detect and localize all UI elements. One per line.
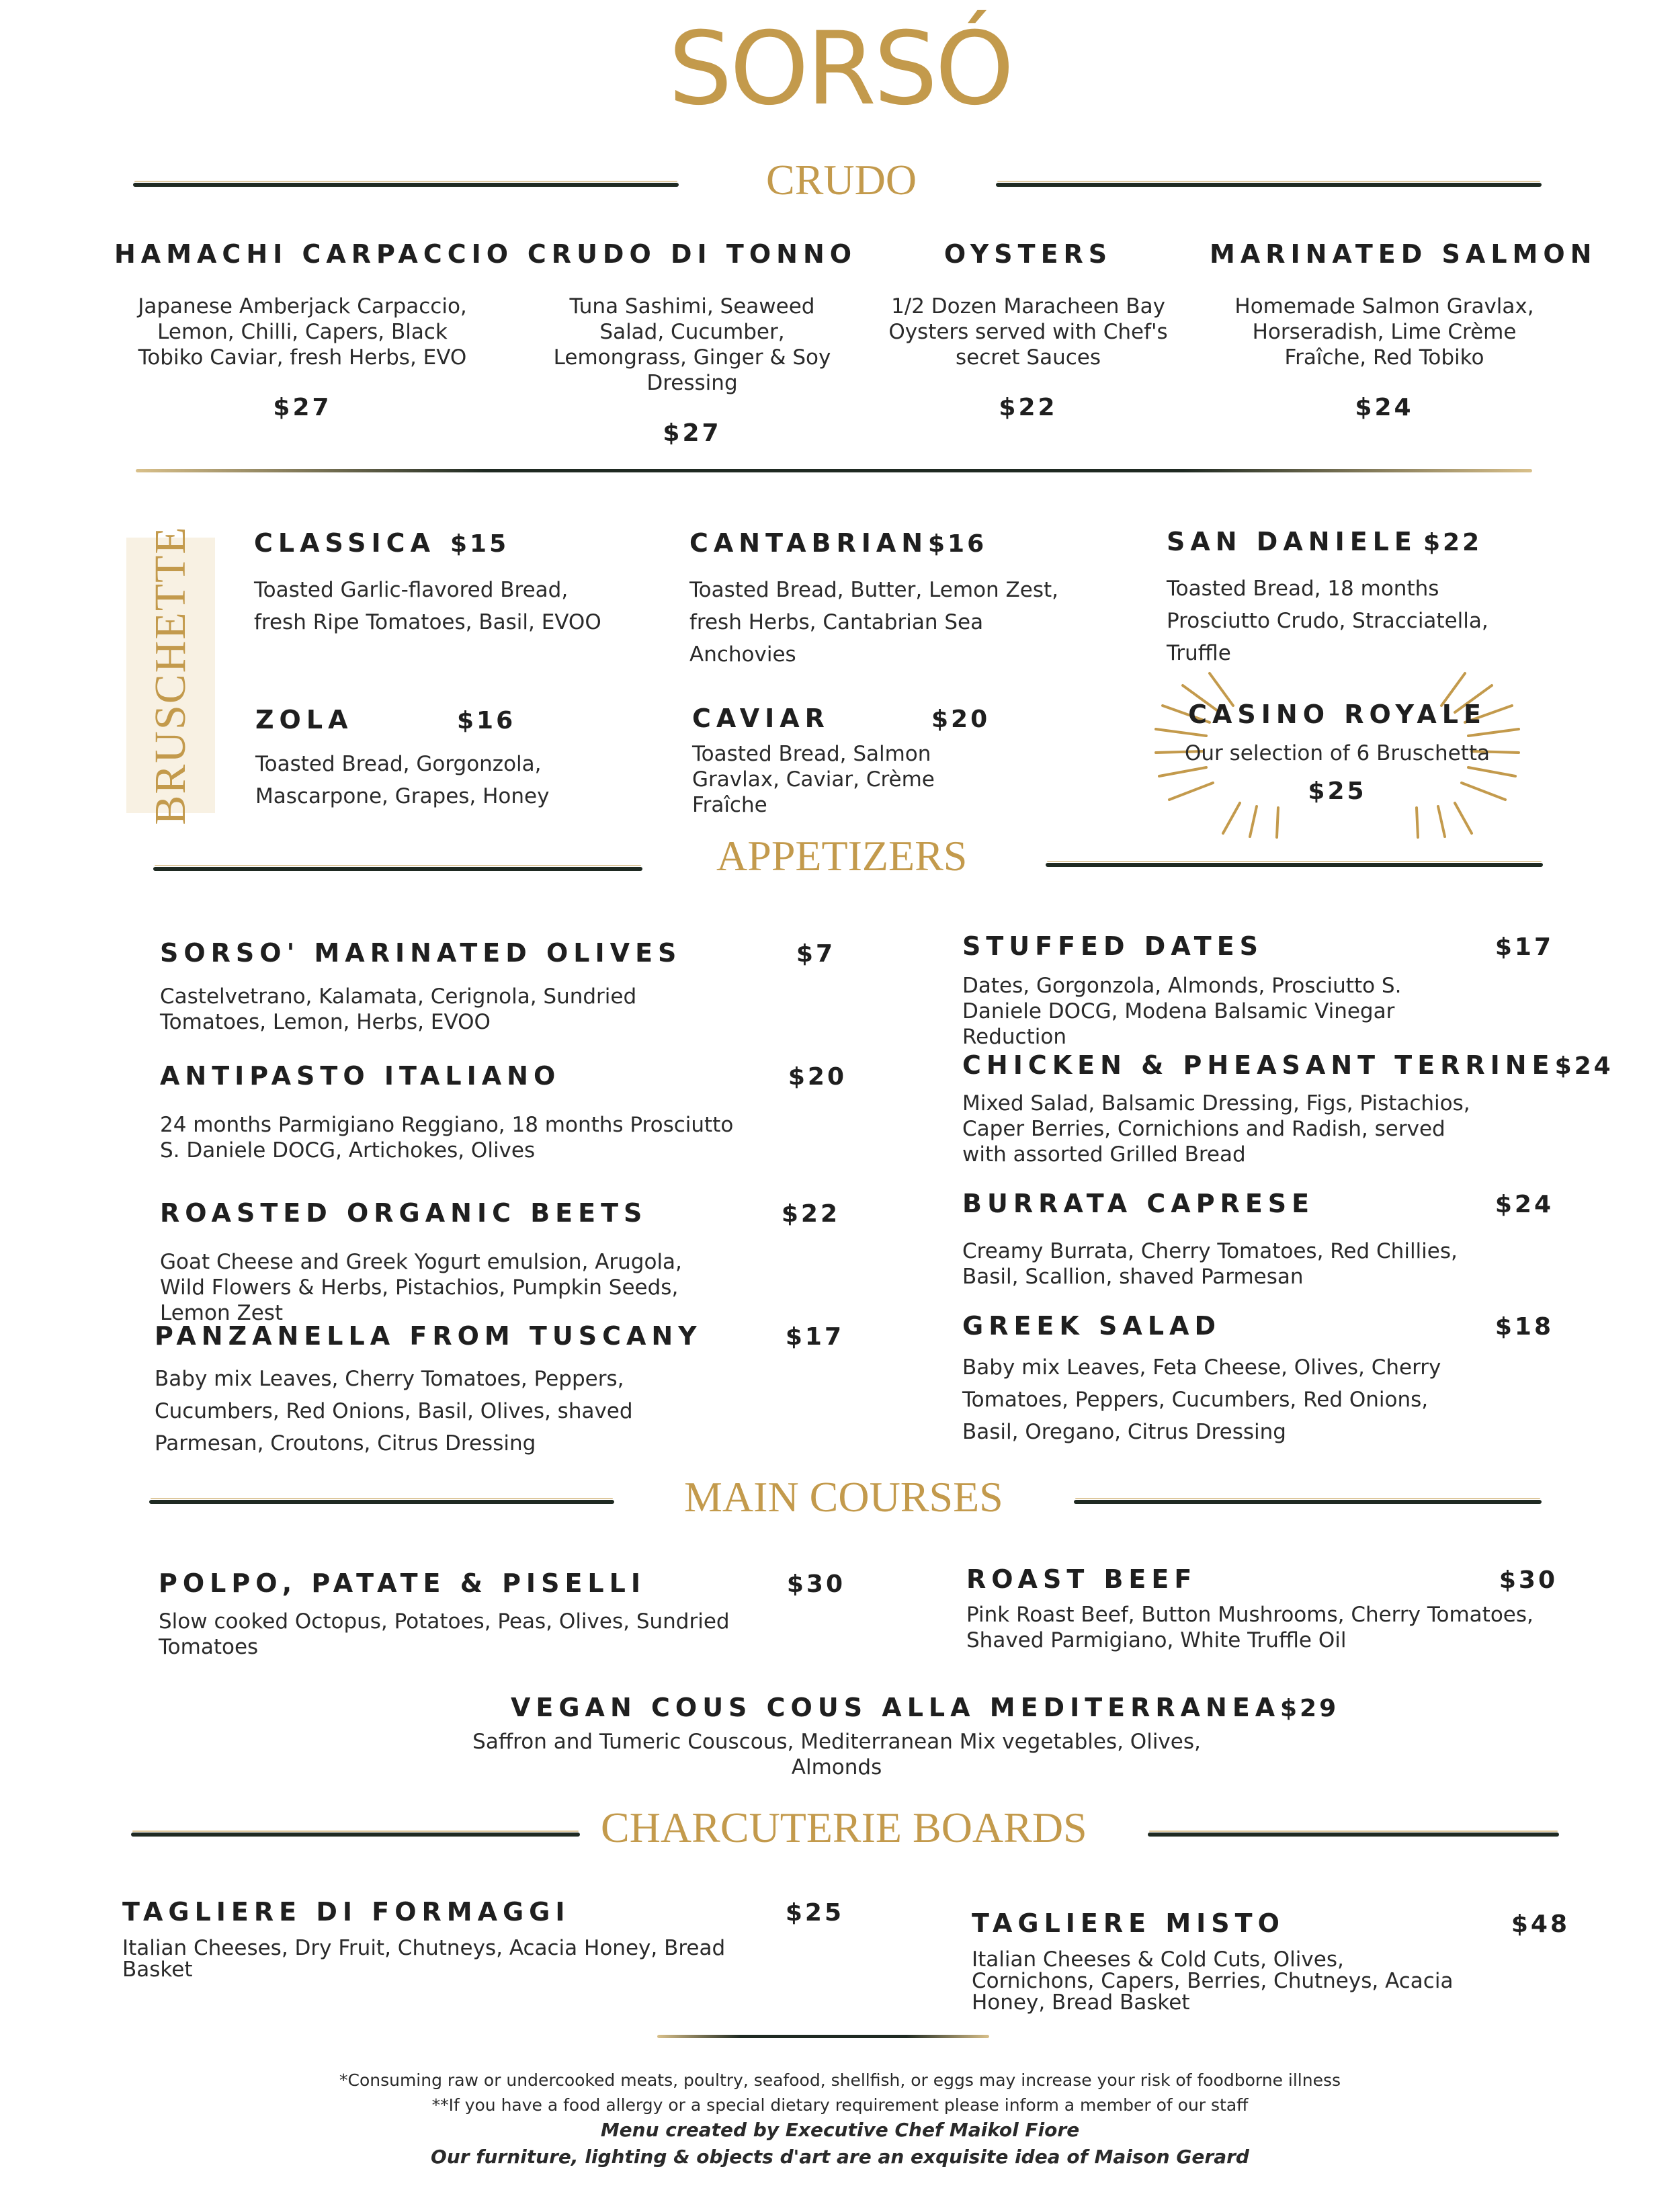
item-price: $24: [1554, 1052, 1613, 1080]
logo: SORSÓ: [668, 11, 1012, 128]
item-name: SAN DANIELE: [1167, 527, 1417, 556]
item-name: CASINO ROYALE: [1188, 700, 1486, 729]
item-price: $25: [1308, 777, 1367, 805]
item-description: 1/2 Dozen Maracheen Bay Oysters served with Chef's secret Sauces: [888, 294, 1168, 370]
mains-rule-right: [1074, 1500, 1542, 1504]
item-price: $20: [931, 706, 991, 733]
item-name: ANTIPASTO ITALIANO: [160, 1061, 561, 1091]
item-description: Toasted Garlic-flavored Bread, fresh Ripe Tomatoes, Basil, EVOO: [254, 578, 601, 634]
appetizers-rule-left: [153, 867, 642, 871]
item-description: Baby mix Leaves, Cherry Tomatoes, Peppers, Cucumbers, Red Onions, Basil, Olives, shaved Parmesan, Croutons, Citrus Dressing: [155, 1367, 633, 1456]
appetizer-item: [160, 1060, 852, 1163]
item-description: Saffron and Tumeric Couscous, Mediterranean Mix vegetables, Olives, Almonds: [472, 1730, 1201, 1779]
bruschetta-item: [1167, 526, 1556, 669]
appetizer-item: [962, 1050, 1613, 1167]
appetizer-item: [160, 937, 852, 1035]
appetizer-item: [155, 1320, 853, 1460]
item-description: Castelvetrano, Kalamata, Cerignola, Sundried Tomatoes, Lemon, Herbs, EVOO: [160, 984, 637, 1034]
item-description: Japanese Amberjack Carpaccio, Lemon, Chilli, Capers, Black Tobiko Caviar, fresh Herbs, EVO: [138, 294, 467, 370]
item-price: $16: [457, 707, 516, 734]
item-description: Our selection of 6 Bruschetta: [1184, 741, 1490, 765]
item-name: TAGLIERE DI FORMAGGI: [122, 1897, 571, 1927]
footer-disclaimer: *Consuming raw or undercooked meats, poultry, seafood, shellfish, or eggs may increase your risk of foodborne illness: [339, 2070, 1341, 2090]
item-name: ROAST BEEF: [966, 1564, 1198, 1594]
charcuterie-rule-right: [1148, 1833, 1559, 1837]
bruschette-side-panel: [126, 525, 215, 825]
item-description: Toasted Bread, Butter, Lemon Zest, fresh Herbs, Cantabrian Sea Anchovies: [689, 578, 1059, 667]
footer-allergy-note: **If you have a food allergy or a special dietary requirement please inform a member of our staff: [431, 2095, 1249, 2115]
item-description: Tuna Sashimi, Seaweed Salad, Cucumber, Lemongrass, Ginger & Soy Dressing: [553, 294, 831, 395]
footer-chef-credit: Menu created by Executive Chef Maikol Fiore: [600, 2119, 1080, 2141]
charcuterie-rule-left: [131, 1833, 580, 1837]
appetizer-item: [962, 1188, 1554, 1290]
item-description: Toasted Bread, Gorgonzola, Mascarpone, Grapes, Honey: [255, 752, 550, 808]
item-name: VEGAN COUS COUS ALLA MEDITERRANEA: [511, 1693, 1281, 1722]
item-name: CANTABRIAN: [689, 528, 929, 558]
appetizer-item: [160, 1197, 852, 1326]
crudo-item: [511, 239, 874, 448]
item-description: Baby mix Leaves, Feta Cheese, Olives, Cherry Tomatoes, Peppers, Cucumbers, Red Onions, Basil, Oregano, Citrus Dressing: [962, 1355, 1441, 1444]
item-name: ROASTED ORGANIC BEETS: [160, 1198, 648, 1228]
item-price: $7: [796, 940, 835, 968]
item-name: CHICKEN & PHEASANT TERRINE: [962, 1050, 1555, 1080]
item-name: GREEK SALAD: [962, 1311, 1221, 1341]
item-price: $29: [1280, 1695, 1339, 1722]
item-price: $22: [781, 1200, 840, 1228]
appetizers-rule-right: [1046, 863, 1543, 867]
item-description: Dates, Gorgonzola, Almonds, Prosciutto S. Daniele DOCG, Modena Balsamic Vinegar Reduction: [962, 974, 1402, 1049]
appetizer-item: [962, 931, 1554, 1050]
footer-furniture-credit: Our furniture, lighting & objects d'art are an exquisite idea of Maison Gerard: [431, 2146, 1249, 2168]
crudo-item: [874, 239, 1183, 423]
item-name: ZOLA: [255, 705, 353, 734]
item-description: Italian Cheeses, Dry Fruit, Chutneys, Acacia Honey, Bread Basket: [122, 1936, 726, 1982]
main-item: [444, 1692, 1344, 1780]
crudo-rule-right: [996, 183, 1542, 187]
item-name: SORSO' MARINATED OLIVES: [160, 938, 682, 968]
section-title-bruschette: BRUSCHETTE: [146, 525, 195, 825]
item-name: POLPO, PATATE & PISELLI: [159, 1568, 646, 1598]
item-name: PANZANELLA FROM TUSCANY: [155, 1321, 702, 1351]
item-price: $24: [1495, 1191, 1554, 1218]
item-description: Goat Cheese and Greek Yogurt emulsion, Arugola, Wild Flowers & Herbs, Pistachios, Pumpkin Seeds, Lemon Zest: [160, 1250, 682, 1325]
item-name: TAGLIERE MISTO: [972, 1908, 1285, 1938]
divider-crudo-bottom: [136, 469, 1532, 472]
item-name: CLASSICA: [254, 528, 435, 558]
item-description: Slow cooked Octopus, Potatoes, Peas, Olives, Sundried Tomatoes: [159, 1609, 730, 1659]
item-description: 24 months Parmigiano Reggiano, 18 months Prosciutto S. Daniele DOCG, Artichokes, Olives: [160, 1113, 734, 1163]
item-name: MARINATED SALMON: [1210, 239, 1597, 269]
bruschetta-item: [255, 704, 605, 812]
item-description: Toasted Bread, 18 months Prosciutto Crudo, Stracciatella, Truffle: [1167, 577, 1488, 665]
crudo-item: [114, 239, 514, 423]
item-name: CAVIAR: [692, 704, 830, 733]
main-item: [966, 1564, 1558, 1653]
item-description: Italian Cheeses & Cold Cuts, Olives, Cornichons, Capers, Berries, Chutneys, Acacia Honey, Bread Basket: [972, 1947, 1454, 2015]
crudo-item: [1210, 239, 1597, 423]
item-price: $30: [786, 1570, 845, 1598]
item-price: $48: [1511, 1910, 1570, 1938]
item-description: Toasted Bread, Salmon Gravlax, Caviar, Crème Fraîche: [692, 742, 935, 817]
item-name: HAMACHI CARPACCIO: [114, 239, 514, 269]
item-price: $24: [1355, 394, 1414, 421]
crudo-rule-left: [133, 183, 679, 187]
bruschetta-item: [692, 703, 1068, 818]
mains-rule-left: [149, 1500, 614, 1504]
bruschetta-item: [1156, 699, 1519, 806]
bruschetta-item: [254, 528, 630, 638]
item-name: STUFFED DATES: [962, 931, 1264, 961]
item-price: $20: [788, 1063, 847, 1091]
item-price: $15: [450, 530, 509, 558]
item-price: $18: [1495, 1313, 1554, 1341]
item-description: Pink Roast Beef, Button Mushrooms, Cherry Tomatoes, Shaved Parmigiano, White Truffle Oil: [966, 1603, 1534, 1652]
item-price: $27: [663, 419, 722, 447]
item-name: OYSTERS: [943, 239, 1113, 269]
item-price: $30: [1499, 1566, 1558, 1594]
divider-footer: [657, 2035, 989, 2038]
item-price: $17: [785, 1323, 844, 1351]
item-price: $25: [785, 1899, 844, 1927]
item-description: Creamy Burrata, Cherry Tomatoes, Red Chillies, Basil, Scallion, shaved Parmesan: [962, 1239, 1458, 1289]
charcuterie-item: [122, 1896, 848, 1980]
item-price: $17: [1495, 933, 1554, 961]
section-title-appetizers: APPETIZERS: [716, 832, 968, 880]
main-item: [159, 1568, 852, 1660]
appetizer-item: [962, 1310, 1554, 1448]
bruschetta-item: [689, 528, 1106, 671]
section-title-main-courses: MAIN COURSES: [684, 1473, 1003, 1521]
item-description: Mixed Salad, Balsamic Dressing, Figs, Pistachios, Caper Berries, Cornichions and Radish, served with assorted Grilled Bread: [962, 1091, 1470, 1167]
item-price: $22: [999, 394, 1058, 421]
item-price: $16: [928, 530, 987, 558]
charcuterie-item: [972, 1896, 1570, 2013]
item-name: CRUDO DI TONNO: [527, 239, 857, 269]
item-price: $27: [273, 394, 332, 421]
section-title-crudo: CRUDO: [766, 156, 917, 204]
item-name: BURRATA CAPRESE: [962, 1189, 1315, 1218]
item-price: $22: [1423, 529, 1482, 556]
section-title-charcuterie: CHARCUTERIE BOARDS: [601, 1804, 1087, 1851]
item-description: Homemade Salmon Gravlax, Horseradish, Lime Crème Fraîche, Red Tobiko: [1234, 294, 1534, 370]
